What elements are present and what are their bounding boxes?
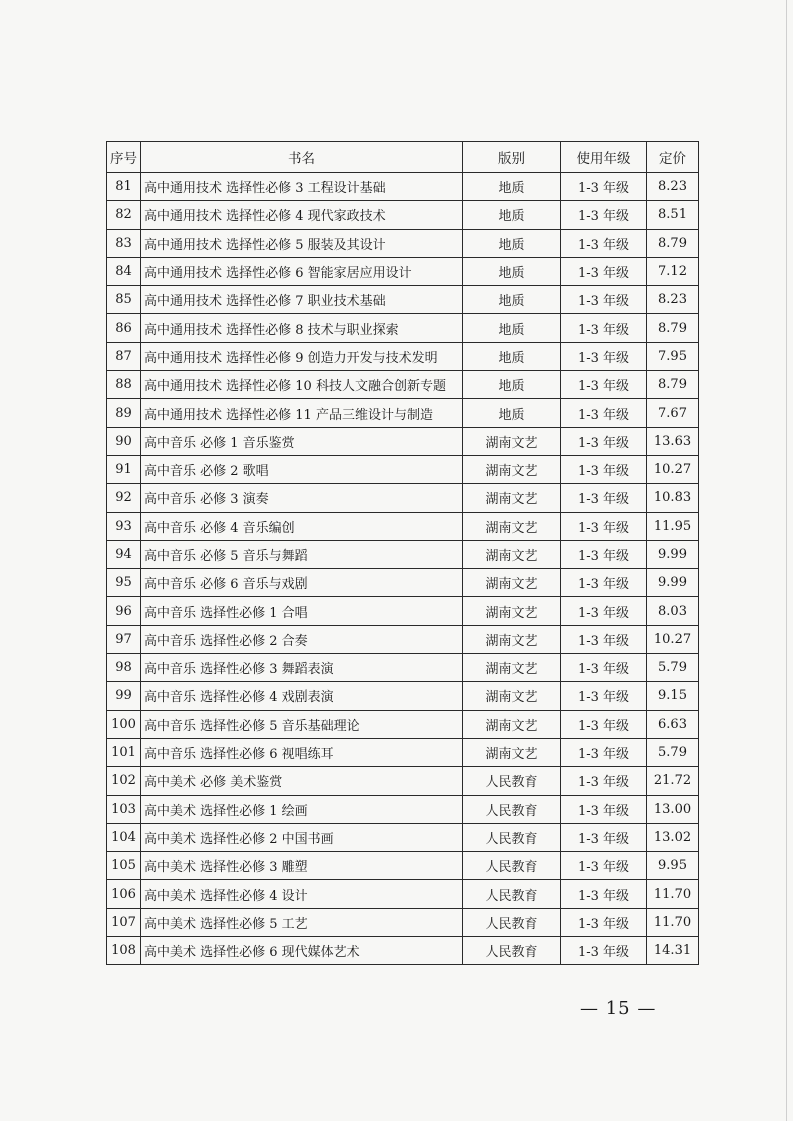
cell-grade: 1-3 年级 <box>561 371 647 399</box>
cell-publisher: 人民教育 <box>463 823 561 851</box>
cell-grade: 1-3 年级 <box>561 597 647 625</box>
cell-grade: 1-3 年级 <box>561 654 647 682</box>
cell-no: 82 <box>107 201 141 229</box>
cell-publisher: 湖南文艺 <box>463 512 561 540</box>
table-row <box>107 257 699 285</box>
cell-price: 10.27 <box>647 455 699 483</box>
cell-publisher: 人民教育 <box>463 767 561 795</box>
cell-publisher: 湖南文艺 <box>463 484 561 512</box>
cell-no: 92 <box>107 484 141 512</box>
cell-publisher: 地质 <box>463 286 561 314</box>
cell-price: 13.02 <box>647 823 699 851</box>
table-row <box>107 852 699 880</box>
cell-price: 10.83 <box>647 484 699 512</box>
cell-no: 89 <box>107 399 141 427</box>
cell-title: 高中美术 选择性必修 2 中国书画 <box>141 823 463 851</box>
cell-grade: 1-3 年级 <box>561 540 647 568</box>
cell-price: 11.95 <box>647 512 699 540</box>
cell-title: 高中音乐 必修 1 音乐鉴赏 <box>141 427 463 455</box>
cell-title: 高中美术 选择性必修 4 设计 <box>141 880 463 908</box>
cell-price: 8.79 <box>647 314 699 342</box>
cell-price: 8.23 <box>647 286 699 314</box>
header-publisher: 版别 <box>463 142 561 173</box>
table-row <box>107 767 699 795</box>
cell-price: 14.31 <box>647 937 699 965</box>
header-price: 定价 <box>647 142 699 173</box>
cell-publisher: 人民教育 <box>463 908 561 936</box>
cell-publisher: 湖南文艺 <box>463 569 561 597</box>
cell-title: 高中音乐 必修 3 演奏 <box>141 484 463 512</box>
cell-no: 97 <box>107 625 141 653</box>
cell-no: 108 <box>107 937 141 965</box>
cell-no: 86 <box>107 314 141 342</box>
cell-grade: 1-3 年级 <box>561 908 647 936</box>
cell-publisher: 地质 <box>463 173 561 201</box>
cell-title: 高中通用技术 选择性必修 8 技术与职业探索 <box>141 314 463 342</box>
cell-grade: 1-3 年级 <box>561 569 647 597</box>
cell-no: 96 <box>107 597 141 625</box>
cell-no: 95 <box>107 569 141 597</box>
cell-no: 107 <box>107 908 141 936</box>
cell-title: 高中音乐 选择性必修 3 舞蹈表演 <box>141 654 463 682</box>
table-row <box>107 371 699 399</box>
cell-price: 9.15 <box>647 682 699 710</box>
cell-publisher: 地质 <box>463 229 561 257</box>
cell-price: 6.63 <box>647 710 699 738</box>
cell-grade: 1-3 年级 <box>561 625 647 653</box>
cell-grade: 1-3 年级 <box>561 229 647 257</box>
cell-no: 106 <box>107 880 141 908</box>
cell-grade: 1-3 年级 <box>561 314 647 342</box>
cell-title: 高中美术 选择性必修 5 工艺 <box>141 908 463 936</box>
cell-publisher: 地质 <box>463 371 561 399</box>
cell-no: 105 <box>107 852 141 880</box>
table-row <box>107 710 699 738</box>
cell-no: 94 <box>107 540 141 568</box>
table-row <box>107 682 699 710</box>
cell-publisher: 湖南文艺 <box>463 455 561 483</box>
cell-publisher: 湖南文艺 <box>463 738 561 766</box>
cell-grade: 1-3 年级 <box>561 427 647 455</box>
table-header-row <box>107 142 699 173</box>
cell-price: 5.79 <box>647 654 699 682</box>
cell-publisher: 人民教育 <box>463 880 561 908</box>
cell-title: 高中音乐 选择性必修 2 合奏 <box>141 625 463 653</box>
cell-title: 高中通用技术 选择性必修 5 服装及其设计 <box>141 229 463 257</box>
cell-grade: 1-3 年级 <box>561 455 647 483</box>
cell-price: 8.79 <box>647 371 699 399</box>
cell-no: 103 <box>107 795 141 823</box>
cell-publisher: 湖南文艺 <box>463 682 561 710</box>
cell-publisher: 人民教育 <box>463 937 561 965</box>
cell-grade: 1-3 年级 <box>561 795 647 823</box>
table-row <box>107 597 699 625</box>
table-row <box>107 342 699 370</box>
cell-publisher: 湖南文艺 <box>463 597 561 625</box>
cell-grade: 1-3 年级 <box>561 484 647 512</box>
cell-grade: 1-3 年级 <box>561 399 647 427</box>
cell-price: 11.70 <box>647 880 699 908</box>
table-row <box>107 484 699 512</box>
cell-price: 7.12 <box>647 257 699 285</box>
table-row <box>107 512 699 540</box>
table-row <box>107 738 699 766</box>
table-row <box>107 173 699 201</box>
cell-no: 102 <box>107 767 141 795</box>
table-row <box>107 314 699 342</box>
cell-grade: 1-3 年级 <box>561 738 647 766</box>
cell-publisher: 地质 <box>463 342 561 370</box>
table-row <box>107 937 699 965</box>
cell-price: 11.70 <box>647 908 699 936</box>
table-body <box>107 173 699 965</box>
table-row <box>107 455 699 483</box>
cell-grade: 1-3 年级 <box>561 823 647 851</box>
cell-grade: 1-3 年级 <box>561 286 647 314</box>
cell-title: 高中音乐 选择性必修 1 合唱 <box>141 597 463 625</box>
textbook-table <box>106 141 699 965</box>
table-row <box>107 795 699 823</box>
cell-title: 高中通用技术 选择性必修 4 现代家政技术 <box>141 201 463 229</box>
cell-title: 高中通用技术 选择性必修 6 智能家居应用设计 <box>141 257 463 285</box>
cell-publisher: 人民教育 <box>463 795 561 823</box>
table-row <box>107 229 699 257</box>
table-row <box>107 823 699 851</box>
cell-publisher: 湖南文艺 <box>463 625 561 653</box>
table-row <box>107 399 699 427</box>
cell-price: 7.95 <box>647 342 699 370</box>
cell-no: 93 <box>107 512 141 540</box>
table-row <box>107 427 699 455</box>
cell-title: 高中音乐 必修 6 音乐与戏剧 <box>141 569 463 597</box>
cell-no: 99 <box>107 682 141 710</box>
cell-no: 91 <box>107 455 141 483</box>
cell-title: 高中音乐 选择性必修 6 视唱练耳 <box>141 738 463 766</box>
cell-price: 9.99 <box>647 569 699 597</box>
cell-no: 104 <box>107 823 141 851</box>
cell-grade: 1-3 年级 <box>561 767 647 795</box>
cell-grade: 1-3 年级 <box>561 512 647 540</box>
cell-title: 高中音乐 选择性必修 5 音乐基础理论 <box>141 710 463 738</box>
cell-title: 高中音乐 必修 4 音乐编创 <box>141 512 463 540</box>
cell-title: 高中美术 选择性必修 6 现代媒体艺术 <box>141 937 463 965</box>
cell-price: 9.95 <box>647 852 699 880</box>
cell-price: 13.63 <box>647 427 699 455</box>
cell-no: 90 <box>107 427 141 455</box>
cell-no: 98 <box>107 654 141 682</box>
cell-grade: 1-3 年级 <box>561 682 647 710</box>
cell-no: 81 <box>107 173 141 201</box>
cell-publisher: 人民教育 <box>463 852 561 880</box>
header-no: 序号 <box>107 142 141 173</box>
table-row <box>107 540 699 568</box>
cell-grade: 1-3 年级 <box>561 257 647 285</box>
header-grade: 使用年级 <box>561 142 647 173</box>
cell-grade: 1-3 年级 <box>561 710 647 738</box>
cell-no: 85 <box>107 286 141 314</box>
cell-no: 84 <box>107 257 141 285</box>
cell-no: 87 <box>107 342 141 370</box>
table-row <box>107 908 699 936</box>
cell-price: 10.27 <box>647 625 699 653</box>
cell-title: 高中音乐 必修 5 音乐与舞蹈 <box>141 540 463 568</box>
cell-publisher: 湖南文艺 <box>463 427 561 455</box>
cell-publisher: 地质 <box>463 399 561 427</box>
table-row <box>107 654 699 682</box>
cell-publisher: 湖南文艺 <box>463 654 561 682</box>
cell-no: 88 <box>107 371 141 399</box>
cell-grade: 1-3 年级 <box>561 852 647 880</box>
cell-no: 100 <box>107 710 141 738</box>
cell-title: 高中通用技术 选择性必修 10 科技人文融合创新专题 <box>141 371 463 399</box>
cell-publisher: 地质 <box>463 314 561 342</box>
page-number: — 15 — <box>580 998 657 1019</box>
table-row <box>107 625 699 653</box>
cell-title: 高中通用技术 选择性必修 11 产品三维设计与制造 <box>141 399 463 427</box>
cell-publisher: 地质 <box>463 257 561 285</box>
table-row <box>107 286 699 314</box>
cell-price: 9.99 <box>647 540 699 568</box>
cell-grade: 1-3 年级 <box>561 201 647 229</box>
table-row <box>107 569 699 597</box>
cell-title: 高中音乐 选择性必修 4 戏剧表演 <box>141 682 463 710</box>
cell-title: 高中通用技术 选择性必修 7 职业技术基础 <box>141 286 463 314</box>
cell-price: 8.79 <box>647 229 699 257</box>
cell-no: 101 <box>107 738 141 766</box>
cell-title: 高中美术 必修 美术鉴赏 <box>141 767 463 795</box>
cell-price: 13.00 <box>647 795 699 823</box>
cell-title: 高中美术 选择性必修 3 雕塑 <box>141 852 463 880</box>
cell-grade: 1-3 年级 <box>561 342 647 370</box>
header-title: 书名 <box>141 142 463 173</box>
cell-grade: 1-3 年级 <box>561 173 647 201</box>
cell-price: 21.72 <box>647 767 699 795</box>
cell-grade: 1-3 年级 <box>561 880 647 908</box>
cell-title: 高中通用技术 选择性必修 3 工程设计基础 <box>141 173 463 201</box>
cell-title: 高中通用技术 选择性必修 9 创造力开发与技术发明 <box>141 342 463 370</box>
scan-edge-line <box>786 0 787 1121</box>
cell-price: 5.79 <box>647 738 699 766</box>
cell-price: 8.03 <box>647 597 699 625</box>
cell-publisher: 地质 <box>463 201 561 229</box>
cell-price: 8.23 <box>647 173 699 201</box>
cell-no: 83 <box>107 229 141 257</box>
cell-title: 高中音乐 必修 2 歌唱 <box>141 455 463 483</box>
cell-price: 8.51 <box>647 201 699 229</box>
cell-title: 高中美术 选择性必修 1 绘画 <box>141 795 463 823</box>
cell-grade: 1-3 年级 <box>561 937 647 965</box>
cell-publisher: 湖南文艺 <box>463 710 561 738</box>
table-row <box>107 201 699 229</box>
table-row <box>107 880 699 908</box>
cell-price: 7.67 <box>647 399 699 427</box>
cell-publisher: 湖南文艺 <box>463 540 561 568</box>
